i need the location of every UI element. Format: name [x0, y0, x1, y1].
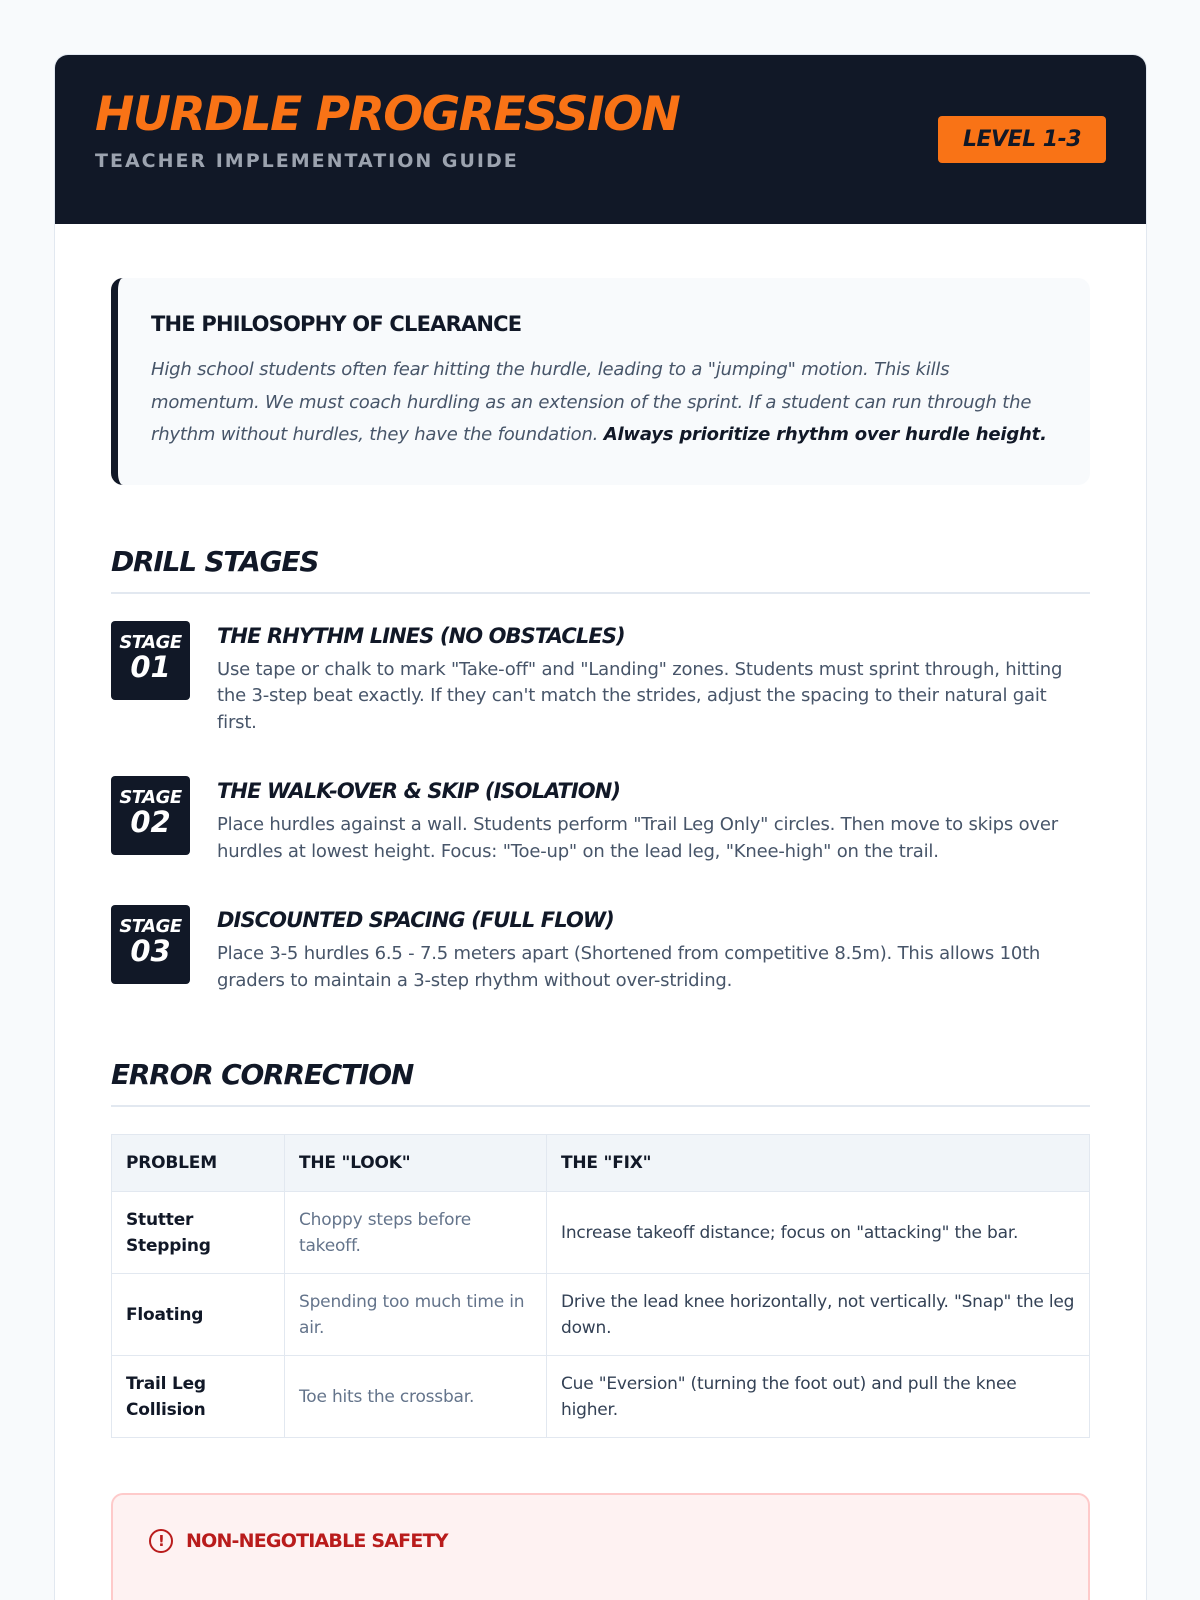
safety-heading-row — [149, 1529, 1052, 1553]
stage-badge-label: STAGE — [119, 631, 182, 653]
table-row — [112, 1192, 1090, 1274]
fix-cell: Cue "Eversion" (turning the foot out) and pull the knee higher. — [547, 1356, 1090, 1438]
philosophy-emphasis: Always prioritize rhythm over hurdle height. — [603, 424, 1047, 445]
stage-badge-label: STAGE — [119, 787, 182, 808]
stage-title: THE WALK-OVER & SKIP (ISOLATION) — [217, 779, 621, 803]
look-cell: Spending too much time in air. — [285, 1274, 547, 1356]
table-row — [112, 1274, 1090, 1356]
philosophy-body: High school students often fear hitting the hurdle, leading to a "jumping" motion. This kills momentum. We must coach hurdling as an extension of the sprint. If a student can run through the rhythm without hurdles, they have the foundation. — [151, 359, 1032, 445]
drill-stages-heading: DRILL STAGES — [111, 545, 1090, 594]
guide-header — [55, 55, 1146, 224]
problem-cell: Stutter Stepping — [112, 1192, 285, 1274]
safety-heading: NON-NEGOTIABLE SAFETY — [186, 1530, 448, 1552]
stage-description: Place 3-5 hurdles 6.5 - 7.5 meters apart (Shortened from competitive 8.5m). This allows 10th graders to maintain a 3-step rhythm without over-striding. — [217, 943, 1041, 991]
alert-circle-icon: ! — [149, 1529, 173, 1553]
look-cell: Toe hits the crossbar. — [285, 1356, 547, 1438]
philosophy-callout — [111, 278, 1090, 485]
guide-content — [55, 278, 1146, 1600]
stage-badge — [111, 621, 190, 700]
safety-callout — [111, 1493, 1090, 1600]
stage-title: DISCOUNTED SPACING (FULL FLOW) — [217, 908, 614, 932]
stage-item — [111, 776, 1090, 865]
column-header-fix: THE "FIX" — [547, 1135, 1090, 1192]
stage-body — [217, 905, 1090, 994]
philosophy-text — [151, 354, 1050, 452]
fix-cell: Drive the lead knee horizontally, not vertically. "Snap" the leg down. — [547, 1274, 1090, 1356]
error-correction-heading: ERROR CORRECTION — [111, 1058, 1090, 1107]
stage-badge — [111, 776, 190, 855]
problem-cell: Floating — [112, 1274, 285, 1356]
stage-item — [111, 905, 1090, 994]
column-header-problem: PROBLEM — [112, 1135, 285, 1192]
table-row — [112, 1356, 1090, 1438]
stage-body — [217, 776, 1090, 865]
guide-card — [54, 54, 1147, 1600]
stage-badge-number: 03 — [130, 934, 171, 968]
stage-description: Place hurdles against a wall. Students perform "Trail Leg Only" circles. Then move to skips over hurdles at lowest height. Focus: "Toe-up" on the lead leg, "Knee-high" on the trail. — [217, 814, 1058, 862]
stage-body — [217, 621, 1090, 737]
stage-description: Use tape or chalk to mark "Take-off" and "Landing" zones. Students must sprint through, hitting the 3-step beat exactly. If they can't match the strides, adjust the spacing to their natural gait first. — [217, 658, 1063, 733]
stage-title: THE RHYTHM LINES (NO OBSTACLES) — [217, 623, 625, 648]
philosophy-heading: THE PHILOSOPHY OF CLEARANCE — [151, 312, 522, 336]
stage-badge-number: 01 — [130, 649, 171, 684]
error-correction-table — [111, 1134, 1090, 1438]
look-cell: Choppy steps before takeoff. — [285, 1192, 547, 1274]
stage-badge-label: STAGE — [119, 916, 182, 937]
problem-cell: Trail Leg Collision — [112, 1356, 285, 1438]
stage-badge-number: 02 — [130, 805, 171, 839]
table-header-row — [112, 1135, 1090, 1192]
stage-badge — [111, 905, 190, 984]
page-title: HURDLE PROGRESSION — [95, 87, 680, 142]
stage-item — [111, 621, 1090, 737]
column-header-look: THE "LOOK" — [285, 1135, 547, 1192]
fix-cell: Increase takeoff distance; focus on "attacking" the bar. — [547, 1192, 1090, 1274]
page-subtitle: TEACHER IMPLEMENTATION GUIDE — [95, 150, 519, 172]
level-badge: LEVEL 1-3 — [938, 116, 1106, 163]
